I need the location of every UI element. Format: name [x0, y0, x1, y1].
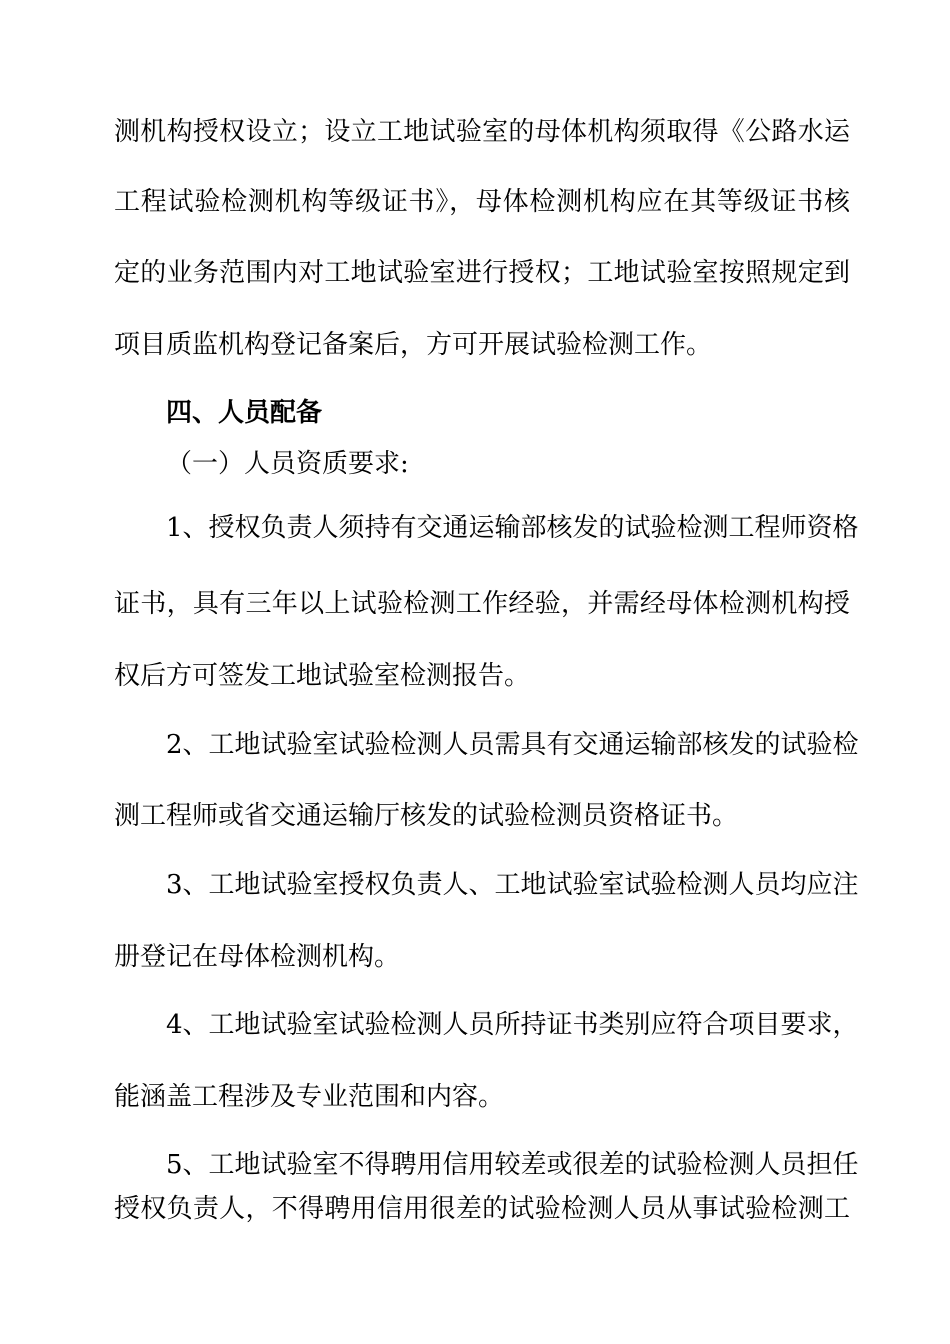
list-item-line: 2、工地试验室试验检测人员需具有交通运输部核发的试验检 — [166, 730, 859, 760]
paragraph-line: 测机构授权设立；设立工地试验室的母体机构须取得《公路水运 — [114, 117, 850, 147]
subsection-heading: （一）人员资质要求: — [166, 449, 409, 479]
list-item-line: 5、工地试验室不得聘用信用较差或很差的试验检测人员担任 — [166, 1150, 859, 1180]
list-item-line: 测工程师或省交通运输厅核发的试验检测员资格证书。 — [114, 801, 739, 831]
list-item-line: 能涵盖工程涉及专业范围和内容。 — [114, 1082, 505, 1112]
list-item-line: 3、工地试验室授权负责人、工地试验室试验检测人员均应注 — [166, 870, 859, 900]
section-heading: 四、人员配备 — [166, 398, 323, 428]
list-item-line: 1、授权负责人须持有交通运输部核发的试验检测工程师资格 — [166, 513, 859, 543]
list-item-line: 册登记在母体检测机构。 — [114, 942, 401, 972]
list-item-line: 授权负责人，不得聘用信用很差的试验检测人员从事试验检测工 — [114, 1194, 850, 1224]
list-item-line: 4、工地试验室试验检测人员所持证书类别应符合项目要求， — [166, 1010, 859, 1040]
list-item-line: 证书，具有三年以上试验检测工作经验，并需经母体检测机构授 — [114, 589, 850, 619]
paragraph-line: 项目质监机构登记备案后，方可开展试验检测工作。 — [114, 330, 713, 360]
paragraph-line: 定的业务范围内对工地试验室进行授权；工地试验室按照规定到 — [114, 258, 850, 288]
paragraph-line: 工程试验检测机构等级证书》，母体检测机构应在其等级证书核 — [114, 187, 850, 217]
list-item-line: 权后方可签发工地试验室检测报告。 — [114, 661, 531, 691]
